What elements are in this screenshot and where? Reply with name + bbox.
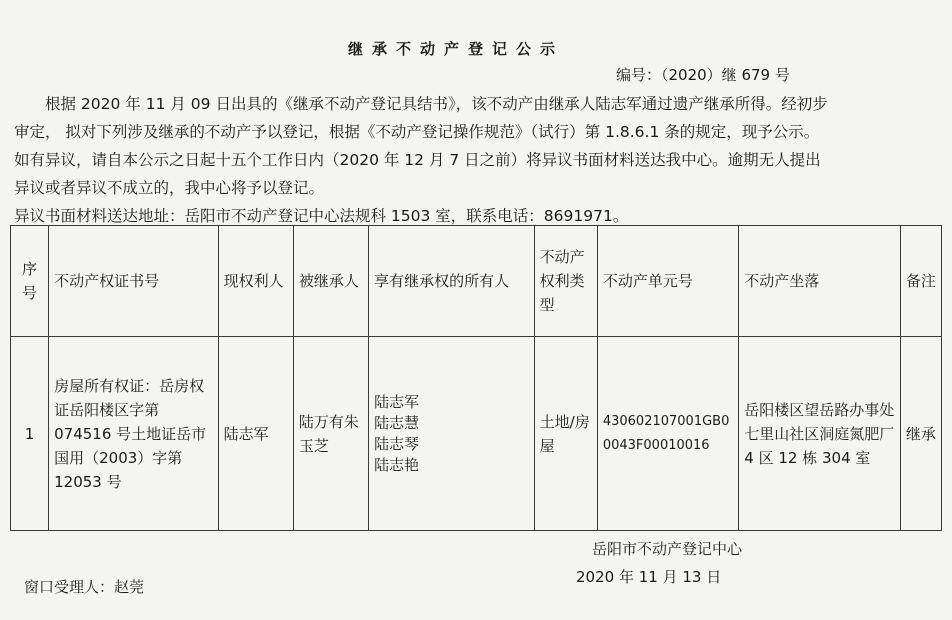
- header-right-type: 不动产权利类型: [534, 226, 597, 337]
- table-row: [11, 337, 942, 531]
- cell-current-owner: 陆志军: [218, 337, 293, 531]
- cell-unit-no: 430602107001GB00043F00010016: [597, 337, 738, 531]
- header-remark: 备注: [900, 226, 941, 337]
- paragraph-line-4: 异议或者异议不成立的，我中心将予以登记。: [14, 179, 325, 197]
- header-current-owner: 现权利人: [218, 226, 293, 337]
- heir-name: 陆志军: [374, 392, 420, 411]
- issuing-organization: 岳阳市不动产登记中心: [592, 540, 743, 558]
- heir-name: 陆志慧: [374, 413, 420, 432]
- cell-decedent: 陆万有朱玉芝: [293, 337, 368, 531]
- cell-location: 岳阳楼区望岳路办事处七里山社区洞庭氮肥厂 4 区 12 栋 304 室: [739, 337, 901, 531]
- header-location: 不动产坐落: [739, 226, 901, 337]
- cell-cert-no: 房屋所有权证：岳房权证岳阳楼区字第 074516 号土地证岳市国用（2003）字第 12053 号: [49, 337, 219, 531]
- paragraph-line-2: 审定， 拟对下列涉及继承的不动产予以登记，根据《不动产登记操作规范》（试行）第 1.8.6.1 条的规定，现予公示。: [14, 123, 820, 141]
- cell-right-type: 土地/房屋: [534, 337, 597, 531]
- header-unit-no: 不动产单元号: [597, 226, 738, 337]
- header-seq: 序号: [11, 226, 49, 337]
- table-header-row: [11, 226, 942, 337]
- header-heirs: 享有继承权的所有人: [369, 226, 535, 337]
- header-cert-no: 不动产权证书号: [49, 226, 219, 337]
- cell-seq: 1: [11, 337, 49, 531]
- cell-heirs: [369, 337, 535, 531]
- paragraph-line-3: 如有异议，请自本公示之日起十五个工作日内（2020 年 12 月 7 日之前）将异议书面材料送达我中心。逾期无人提出: [14, 151, 821, 169]
- issue-date: 2020 年 11 月 13 日: [576, 568, 722, 586]
- window-receiver: 窗口受理人：赵莞: [24, 578, 145, 596]
- paragraph-line-1: 根据 2020 年 11 月 09 日出具的《继承不动产登记具结书》，该不动产由继承人陆志军通过遗产继承所得。经初步: [14, 95, 828, 113]
- cell-remark: 继承: [900, 337, 941, 531]
- objection-address-line: 异议书面材料送达地址：岳阳市不动产登记中心法规科 1503 室，联系电话：8691971。: [14, 207, 629, 225]
- header-decedent: 被继承人: [293, 226, 368, 337]
- notice-title: 继承不动产登记公示: [347, 40, 564, 58]
- heir-name: 陆志艳: [374, 455, 420, 474]
- heir-name: 陆志琴: [374, 434, 420, 453]
- document-number: 编号：（2020）继 679 号: [616, 66, 790, 84]
- registration-table: [10, 225, 942, 531]
